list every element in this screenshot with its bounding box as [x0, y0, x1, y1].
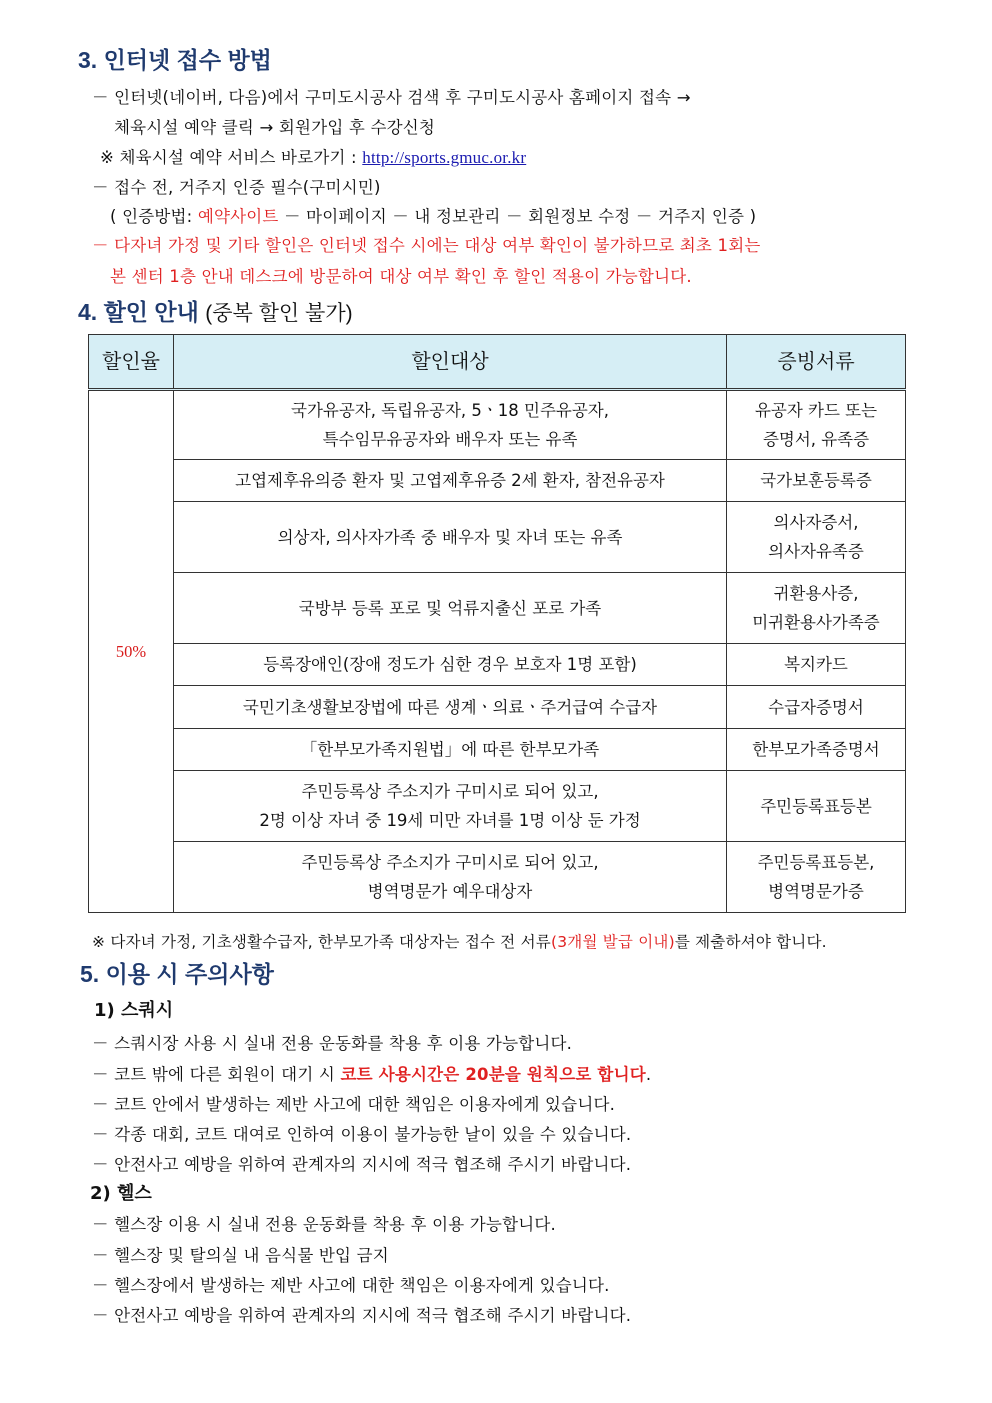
- header-docs: 증빙서류: [727, 335, 906, 390]
- table-row: [89, 502, 906, 573]
- auth-method-path: － 마이페이지 － 내 정보관리 － 회원정보 수정 － 거주지 인증 ): [278, 207, 757, 226]
- docs-cell: 유공자 카드 또는 증명서, 유족증: [727, 390, 906, 460]
- shortcut-label: ※ 체육시설 예약 서비스 바로가기 :: [100, 148, 357, 167]
- section4-title: 4. 할인 안내: [78, 299, 199, 325]
- target-cell: 국민기초생활보장법에 따른 생계ㆍ의료ㆍ주거급여 수급자: [174, 686, 727, 729]
- section3-line7: 본 센터 1층 안내 데스크에 방문하여 대상 여부 확인 후 할인 적용이 가능합니다.: [110, 267, 692, 286]
- section3-line2: 체육시설 예약 클릭 → 회원가입 후 수강신청: [114, 118, 436, 137]
- squash-line1: － 스쿼시장 사용 시 실내 전용 운동화를 착용 후 이용 가능합니다.: [92, 1034, 573, 1053]
- gym-line1: － 헬스장 이용 시 실내 전용 운동화를 착용 후 이용 가능합니다.: [92, 1215, 556, 1234]
- discount-table: [88, 334, 906, 913]
- target-cell: 주민등록상 주소지가 구미시로 되어 있고, 병역명문가 예우대상자: [174, 842, 727, 913]
- header-target: 할인대상: [174, 335, 727, 390]
- section4-subtitle: (중복 할인 불가): [205, 302, 353, 325]
- target-cell: 주민등록상 주소지가 구미시로 되어 있고, 2명 이상 자녀 중 19세 미만 자녀를 1명 이상 둔 가정: [174, 771, 727, 842]
- gym-title: 2) 헬스: [90, 1183, 152, 1204]
- table-row: [89, 729, 906, 771]
- squash-line2: － 코트 밖에 다른 회원이 대기 시 코트 사용시간은 20분을 원칙으로 합니다.: [92, 1065, 652, 1084]
- section5-title: 5. 이용 시 주의사항: [80, 961, 274, 987]
- auth-method-prefix: ( 인증방법:: [110, 207, 198, 226]
- table-row: [89, 842, 906, 913]
- docs-cell: 귀환용사증, 미귀환용사가족증: [727, 573, 906, 644]
- docs-cell: 국가보훈등록증: [727, 460, 906, 502]
- squash-line3: － 코트 안에서 발생하는 제반 사고에 대한 책임은 이용자에게 있습니다.: [92, 1095, 616, 1114]
- section3-title: 3. 인터넷 접수 방법: [78, 47, 272, 73]
- docs-cell: 주민등록표등본, 병역명문가증: [727, 842, 906, 913]
- squash-title: 1) 스쿼시: [94, 1000, 174, 1021]
- gym-line3: － 헬스장에서 발생하는 제반 사고에 대한 책임은 이용자에게 있습니다.: [92, 1276, 610, 1295]
- table-row: [89, 644, 906, 686]
- table-row: [89, 390, 906, 460]
- squash-line5: － 안전사고 예방을 위하여 관계자의 지시에 적극 협조해 주시기 바랍니다.: [92, 1155, 632, 1174]
- docs-cell: 의사자증서, 의사자유족증: [727, 502, 906, 573]
- section3-line4: － 접수 전, 거주지 인증 필수(구미시민): [92, 178, 381, 197]
- discount-rate: 50%: [89, 390, 174, 913]
- gym-line2: － 헬스장 및 탈의실 내 음식물 반입 금지: [92, 1246, 389, 1265]
- target-cell: 고엽제후유의증 환자 및 고엽제후유증 2세 환자, 참전유공자: [174, 460, 727, 502]
- table-row: [89, 771, 906, 842]
- target-cell: 등록장애인(장애 정도가 심한 경우 보호자 1명 포함): [174, 644, 727, 686]
- table-row: [89, 686, 906, 729]
- gym-line4: － 안전사고 예방을 위하여 관계자의 지시에 적극 협조해 주시기 바랍니다.: [92, 1306, 632, 1325]
- squash-line4: － 각종 대회, 코트 대여로 인하여 이용이 불가능한 날이 있을 수 있습니다.: [92, 1125, 632, 1144]
- docs-cell: 한부모가족증명서: [727, 729, 906, 771]
- table-row: [89, 573, 906, 644]
- shortcut-line: [100, 144, 526, 168]
- section3-line1: － 인터넷(네이버, 다음)에서 구미도시공사 검색 후 구미도시공사 홈페이지 접속 →: [92, 88, 691, 107]
- sports-site-link[interactable]: http://sports.gmuc.or.kr: [362, 148, 527, 167]
- table-row: [89, 460, 906, 502]
- target-cell: 국방부 등록 포로 및 억류지출신 포로 가족: [174, 573, 727, 644]
- section3-line5: [110, 203, 756, 227]
- section4-title-line: [78, 294, 353, 327]
- docs-cell: 수급자증명서: [727, 686, 906, 729]
- table-header-row: [89, 335, 906, 390]
- target-cell: 국가유공자, 독립유공자, 5ㆍ18 민주유공자, 특수임무유공자와 배우자 또는 유족: [174, 390, 727, 460]
- section3-line6: － 다자녀 가정 및 기타 할인은 인터넷 접수 시에는 대상 여부 확인이 불가하므로 최초 1회는: [92, 236, 761, 255]
- court-time-rule: 코트 사용시간은 20분을 원칙으로 합니다: [340, 1065, 646, 1084]
- target-cell: 의상자, 의사자가족 중 배우자 및 자녀 또는 유족: [174, 502, 727, 573]
- target-cell: 「한부모가족지원법」에 따른 한부모가족: [174, 729, 727, 771]
- reservation-site-text: 예약사이트: [197, 207, 279, 226]
- section4-note: ※ 다자녀 가정, 기초생활수급자, 한부모가족 대상자는 접수 전 서류(3개월 발급 이내)를 제출하셔야 합니다.: [92, 933, 827, 951]
- docs-cell: 복지카드: [727, 644, 906, 686]
- docs-cell: 주민등록표등본: [727, 771, 906, 842]
- header-rate: 할인율: [89, 335, 174, 390]
